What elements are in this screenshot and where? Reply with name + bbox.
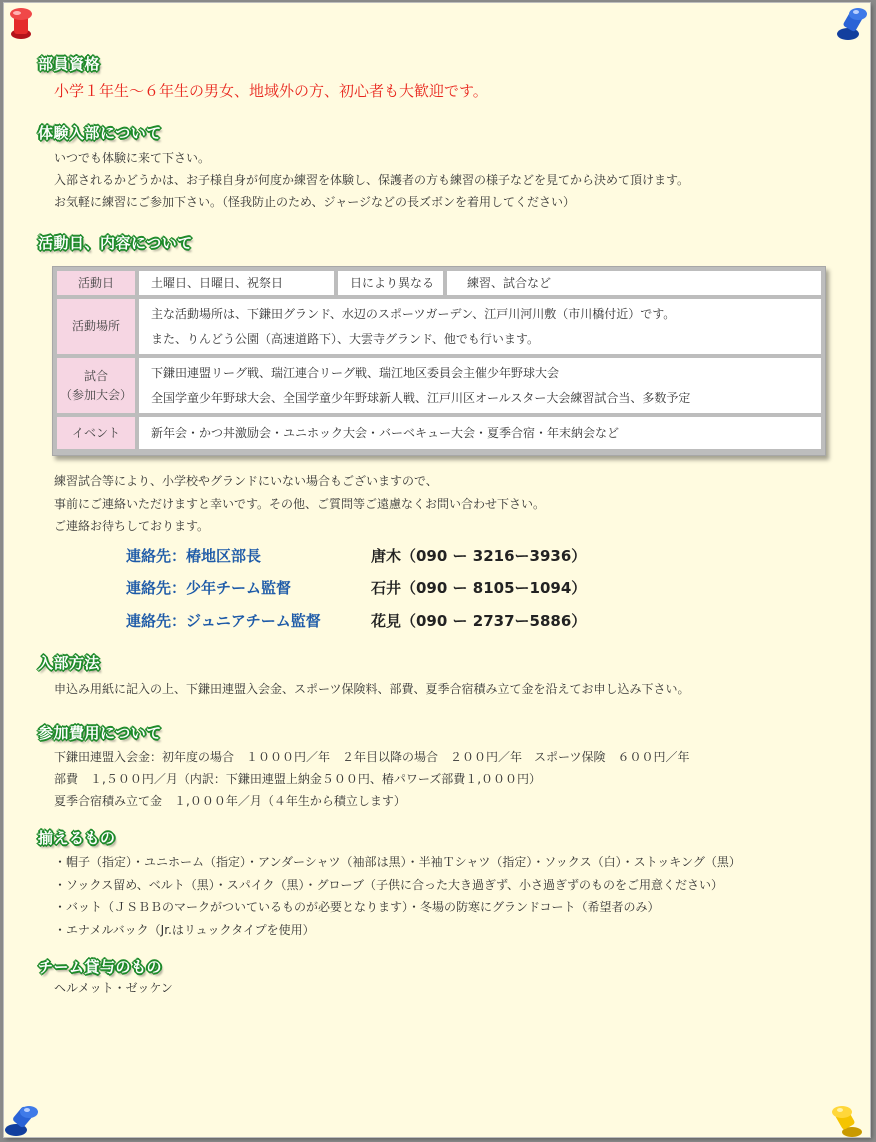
section-title-join: 入部方法 xyxy=(38,654,101,672)
join-text: 申込み用紙に記入の上、下鎌田連盟入会金、スポーツ保険料、部費、夏季合宿積み立て金を沿えてお申し込み下さい。 xyxy=(54,682,690,696)
items-line-1: ・帽子（指定）・ユニホーム（指定）・アンダーシャツ（袖部は黒）・半袖Ｔシャツ（指定）・ソックス（白）・ストッキング（黒） xyxy=(54,855,741,869)
table-cell-days-2: 日により異なる xyxy=(338,271,443,295)
section-title-trial: 体験入部について xyxy=(38,124,162,142)
games-label-line-1: 試合 xyxy=(83,368,108,383)
section-title-activity: 活動日、内容について xyxy=(38,234,193,252)
items-line-3: ・バット（ＪＳＢＢのマークがついているものが必要となります）・冬場の防寒にグランドコート（希望者のみ） xyxy=(54,900,660,914)
table-cell-games xyxy=(139,358,821,413)
red-pin-icon xyxy=(4,2,38,42)
trial-line-2: 入部されるかどうかは、お子様自身が何度か練習を体験し、保護者の方も練習の様子などを見てから決めて頂けます。 xyxy=(54,173,690,187)
blue-pin-icon xyxy=(834,4,868,44)
games-line-2: 全国学童少年野球大会、全国学童少年野球新人戦、江戸川区オールスター大会練習試合当、多数予定 xyxy=(151,390,691,405)
trial-line-1: いつでも体験に来て下さい。 xyxy=(54,151,211,165)
contact-person-1: 唐木（090 ー 3216ー3936） xyxy=(371,547,587,565)
fees-line-1: 下鎌田連盟入会金：初年度の場合 １０００円／年 ２年目以降の場合 ２００円／年 スポーツ保険 ６００円／年 xyxy=(54,750,690,764)
items-line-2: ・ソックス留め、ベルト（黒）・スパイク（黒）・グローブ（子供に合った大き過ぎず、小さ過ぎずのものをご用意ください） xyxy=(54,878,724,892)
trial-line-3: お気軽に練習にご参加下さい。（怪我防止のため、ジャージなどの長ズボンを着用してください） xyxy=(54,195,576,209)
activity-note-2: 事前にご連絡いただけますと幸いです。その他、ご質問等ご遠慮なくお問い合わせ下さい。 xyxy=(54,497,546,511)
table-cell-days-3: 練習、試合など xyxy=(447,271,821,295)
games-label-line-2: （参加大会） xyxy=(59,387,132,402)
table-label-place: 活動場所 xyxy=(57,299,135,354)
membership-text: 小学１年生〜６年生の男女、地域外の方、初心者も大歓迎です。 xyxy=(54,82,488,100)
table-cell-place xyxy=(139,299,821,354)
items-line-4: ・エナメルバック（Jr.はリュックタイプを使用） xyxy=(54,923,315,937)
section-title-items: 揃えるもの xyxy=(38,829,116,847)
table-row-games xyxy=(57,358,821,413)
activity-note-1: 練習試合等により、小学校やグランドにいない場合もございますので、 xyxy=(54,474,438,488)
table-cell-events: 新年会・かつ丼激励会・ユニホック大会・バーベキュー大会・夏季合宿・年末納会など xyxy=(139,417,821,449)
section-title-fees: 参加費用について xyxy=(38,724,162,742)
place-line-2: また、りんどう公園（高速道路下）、大雲寺グランド、他でも行います。 xyxy=(151,331,539,346)
table-label-games xyxy=(57,358,135,413)
section-title-membership: 部員資格 xyxy=(38,55,101,73)
table-label-events: イベント xyxy=(57,417,135,449)
place-line-1: 主な活動場所は、下鎌田グランド、水辺のスポーツガーデン、江戸川河川敷（市川橋付近）です。 xyxy=(151,306,676,321)
table-cell-days-1: 土曜日、日曜日、祝祭日 xyxy=(139,271,334,295)
section-title-loan: チーム貸与のもの xyxy=(38,958,163,976)
contact-person-3: 花見（090 ー 2737ー5886） xyxy=(371,612,587,630)
yellow-pin-icon xyxy=(830,1100,864,1140)
loan-text: ヘルメット・ゼッケン xyxy=(54,981,173,995)
games-line-1: 下鎌田連盟リーグ戦、瑞江連合リーグ戦、瑞江地区委員会主催少年野球大会 xyxy=(151,365,560,380)
fees-line-2: 部費 １,５００円／月（内訳：下鎌田連盟上納金５００円、椿パワーズ部費１,０００円） xyxy=(54,772,542,786)
contact-label-2: 連絡先：少年チーム監督 xyxy=(126,579,292,597)
activity-table xyxy=(52,266,826,456)
table-row-place xyxy=(57,299,821,354)
activity-note-3: ご連絡お待ちしております。 xyxy=(54,519,210,533)
table-row-events xyxy=(57,417,821,449)
contact-label-3: 連絡先：ジュニアチーム監督 xyxy=(126,612,321,630)
blue-pin-icon xyxy=(4,1100,38,1140)
contact-person-2: 石井（090 ー 8105ー1094） xyxy=(371,579,587,597)
table-label-days: 活動日 xyxy=(57,271,135,295)
contact-label-1: 連絡先：椿地区部長 xyxy=(126,547,262,565)
table-row-days xyxy=(57,271,821,295)
fees-line-3: 夏季合宿積み立て金 １,０００年／月（４年生から積立します） xyxy=(54,794,406,808)
